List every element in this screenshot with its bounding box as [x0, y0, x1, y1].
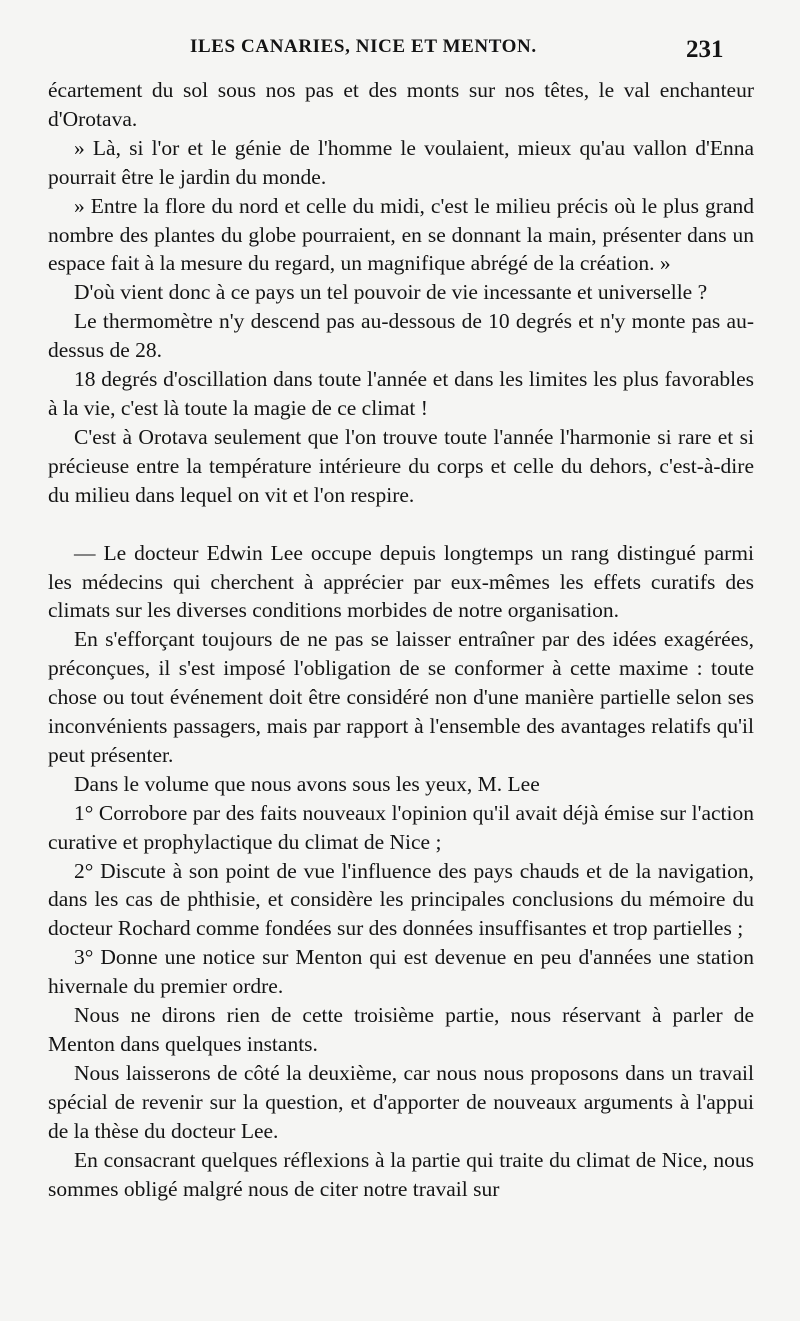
- running-title: ILES CANARIES, NICE ET MENTON.: [190, 36, 537, 57]
- paragraph: écartement du sol sous nos pas et des monts sur nos têtes, le val enchanteur d'Orotava.: [48, 78, 754, 131]
- paragraph: En s'efforçant toujours de ne pas se laisser entraîner par des idées exagérées, préconçues, il s'est imposé l'obligation de se conformer à cette maxime : toute chose ou tout événement doit être considéré non d'une manière partielle selon ses inconvénients passagers, mais par rapport à l'ensemble des avantages relatifs qu'il peut présenter.: [48, 627, 754, 767]
- page-number: 231: [686, 36, 724, 63]
- paragraph: Dans le volume que nous avons sous les yeux, M. Lee: [74, 771, 540, 796]
- paragraph: — Le docteur Edwin Lee occupe depuis longtemps un rang distingué parmi les médecins qui cherchent à apprécier par eux-mêmes les effets curatifs des climats sur les diverses conditions morbides de notre organisation.: [48, 540, 754, 623]
- paragraph: Le thermomètre n'y descend pas au-dessous de 10 degrés et n'y monte pas au-dessus de 28.: [48, 309, 754, 363]
- list-item: 3° Donne une notice sur Menton qui est devenue en peu d'années une station hivernale du premier ordre.: [48, 945, 754, 999]
- paragraph: D'où vient donc à ce pays un tel pouvoir de vie incessante et universelle ?: [74, 280, 708, 305]
- paragraph: 18 degrés d'oscillation dans toute l'année et dans les limites les plus favorables à la vie, c'est là toute la magie de ce climat !: [48, 367, 754, 420]
- paragraph: Nous laisserons de côté la deuxième, car nous nous proposons dans un travail spécial de revenir sur la question, et d'apporter de nouveaux arguments à l'appui de la thèse du docteur Lee.: [48, 1060, 754, 1143]
- paragraph: Nous ne dirons rien de cette troisième partie, nous réservant à parler de Menton dans quelques instants.: [48, 1003, 754, 1056]
- body-text: [48, 76, 754, 1203]
- list-item: 1° Corrobore par des faits nouveaux l'opinion qu'il avait déjà émise sur l'action curative et prophylactique du climat de Nice ;: [48, 800, 754, 854]
- paragraph: C'est à Orotava seulement que l'on trouve toute l'année l'harmonie si rare et si précieuse entre la température intérieure du corps et celle du dehors, c'est-à-dire du milieu dans lequel on vit et l'on respire.: [48, 424, 754, 507]
- paragraph: » Là, si l'or et le génie de l'homme le voulaient, mieux qu'au vallon d'Enna pourrait être le jardin du monde.: [48, 135, 754, 189]
- paragraph: En consacrant quelques réflexions à la partie qui traite du climat de Nice, nous sommes obligé malgré nous de citer notre travail sur: [48, 1147, 754, 1201]
- list-item: 2° Discute à son point de vue l'influence des pays chauds et de la navigation, dans les cas de phthisie, et considère les principales conclusions du mémoire du docteur Rochard comme fondées sur des données insuffisantes et trop partielles ;: [48, 858, 754, 941]
- paragraph: » Entre la flore du nord et celle du midi, c'est le milieu précis où le plus grand nombre des plantes du globe pourraient, en se donnant la main, présenter dans un espace fait à la mesure du regard, un magnifique abrégé de la création. »: [48, 193, 754, 276]
